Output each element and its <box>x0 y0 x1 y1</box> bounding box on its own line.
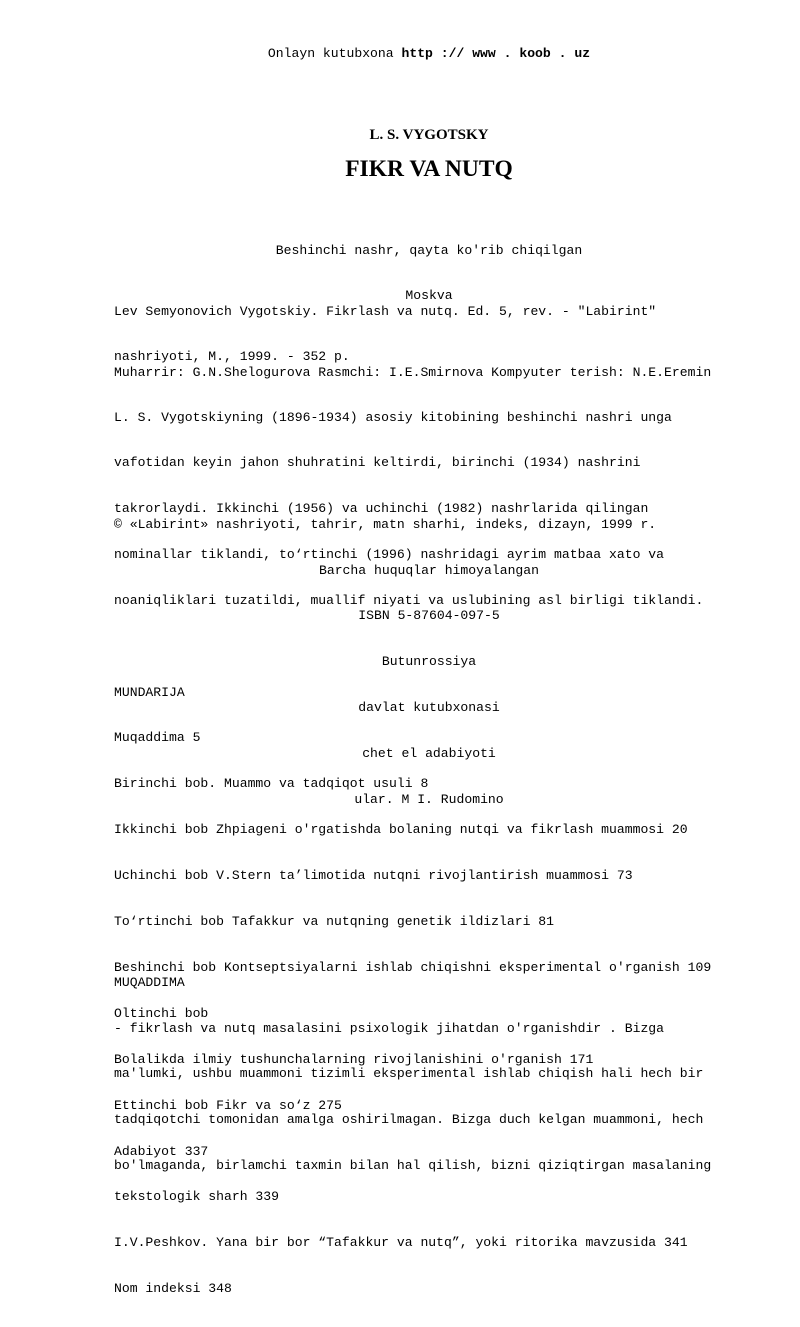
contents-item[interactable]: Adabiyot 337 <box>114 1143 209 1159</box>
contents-item[interactable]: Beshinchi bob Kontseptsiyalarni ishlab chiqishni eksperimental o'rganish 109 <box>114 959 712 975</box>
description-line: vafotidan keyin jahon shuhratini keltirdi, birinchi (1934) nashrini <box>114 455 641 471</box>
book-title: FIKR VA NUTQ <box>345 156 513 182</box>
rights-line: Butunrossiya <box>381 654 477 670</box>
book-author: L. S. VYGOTSKY <box>369 127 489 143</box>
preface-line: ma'lumki, ushbu muammoni tizimli eksperimental ishlab chiqish hali hech bir <box>114 1066 704 1082</box>
preface-line: tadqiqotchi tomonidan amalga oshirilmagan. Bizga duch kelgan muammoni, hech <box>114 1112 704 1128</box>
description-line: nominallar tiklandi, to‘rtinchi (1996) nashridagi ayrim matbaa xato va <box>114 547 665 563</box>
citation-line: nashriyoti, M., 1999. - 352 p. <box>114 349 350 365</box>
rights-line: chet el adabiyoti <box>362 746 496 762</box>
preface-line: - fikrlash va nutq masalasini psixologik jihatdan o'rganishdir . Bizga <box>114 1020 665 1036</box>
edition-line: Moskva <box>405 288 453 304</box>
contents-item[interactable]: Nom indeksi 348 <box>114 1281 232 1297</box>
rights-line: davlat kutubxonasi <box>358 700 500 716</box>
contents-item[interactable]: To‘rtinchi bob Tafakkur va nutqning genetik ildizlari 81 <box>114 914 555 930</box>
rights-line: ular. M I. Rudomino <box>354 792 504 808</box>
credits-line: Muharrir: G.N.Shelogurova Rasmchi: I.E.Smirnova Kompyuter terish: N.E.Eremin <box>114 364 712 380</box>
description-line: noaniqliklari tuzatildi, muallif niyati va uslubining asl birligi tiklandi. <box>114 593 704 609</box>
description-line: takrorlaydi. Ikkinchi (1956) va uchinchi (1982) nashrlarida qilingan <box>114 501 649 517</box>
contents-item[interactable]: I.V.Peshkov. Yana bir bor “Tafakkur va nutq”, yoki ritorika mavzusida 341 <box>114 1235 688 1251</box>
contents-item[interactable]: tekstologik sharh 339 <box>114 1189 280 1205</box>
edition-line: Beshinchi nashr, qayta ko'rib chiqilgan <box>275 242 583 258</box>
contents-item[interactable]: Ikkinchi bob Zhpiageni o'rgatishda bolaning nutqi va fikrlash muammosi 20 <box>114 822 688 838</box>
citation-line: Lev Semyonovich Vygotskiy. Fikrlash va nutq. Ed. 5, rev. - "Labirint" <box>114 303 657 319</box>
preface-heading-text: MUQADDIMA <box>114 974 185 990</box>
contents-heading: MUNDARIJA <box>114 684 185 700</box>
contents-item[interactable]: Bolalikda ilmiy tushunchalarning rivojlanishini o'rganish 171 <box>114 1051 594 1067</box>
preface-text <box>114 990 794 1204</box>
rights-line: ISBN 5-87604-097-5 <box>358 608 500 624</box>
description-line: L. S. Vygotskiyning (1896-1934) asosiy kitobining beshinchi nashri unga <box>114 409 672 425</box>
contents-item[interactable]: Ettinchi bob Fikr va so‘z 275 <box>114 1097 342 1113</box>
copyright-line: © «Labirint» nashriyoti, tahrir, matn sharhi, indeks, dizayn, 1999 r. <box>114 516 657 532</box>
site-header <box>0 46 800 61</box>
preface-line: bo'lmaganda, birlamchi taxmin bilan hal qilish, bizni qiziqtirgan masalaning <box>114 1158 712 1174</box>
site-header-link[interactable]: http :// www . koob . uz <box>401 46 591 61</box>
site-header-prefix: Onlayn kutubxona <box>267 46 402 61</box>
contents-item[interactable]: Muqaddima 5 <box>114 730 201 746</box>
contents-item[interactable]: Uchinchi bob V.Stern ta’limotida nutqni rivojlantirish muammosi 73 <box>114 868 633 884</box>
rights-line: Barcha huquqlar himoyalangan <box>318 562 539 578</box>
contents-item[interactable]: Birinchi bob. Muammo va tadqiqot usuli 8 <box>114 776 429 792</box>
contents-item[interactable]: Oltinchi bob <box>114 1005 209 1021</box>
